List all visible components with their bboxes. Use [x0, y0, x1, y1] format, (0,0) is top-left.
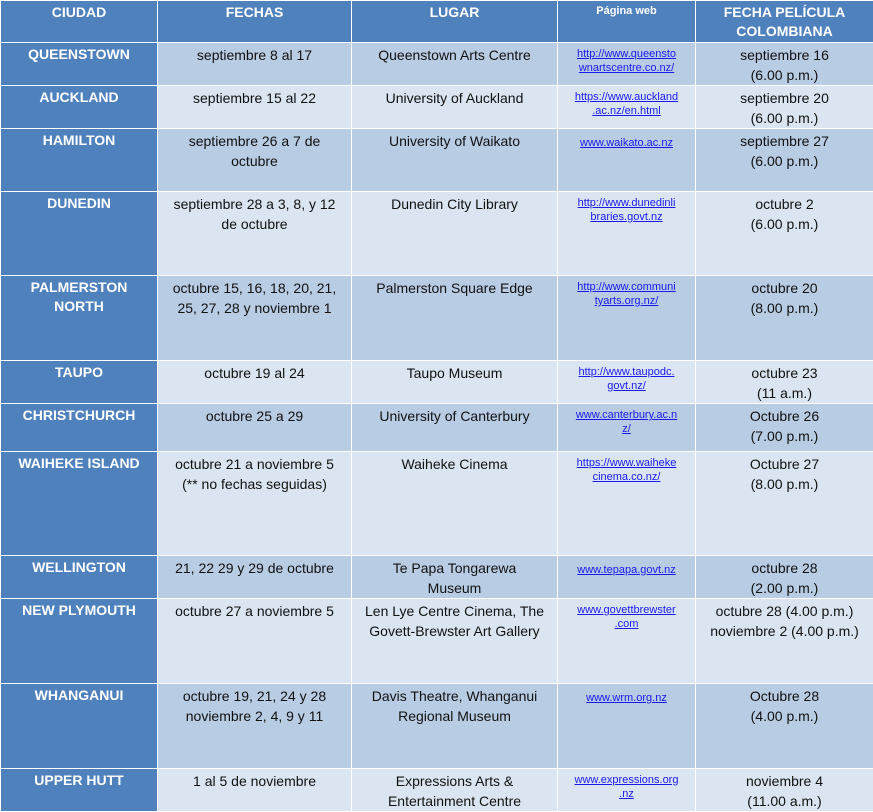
website-link[interactable]	[577, 280, 675, 308]
website-link[interactable]	[576, 408, 677, 436]
line: octubre	[231, 153, 278, 169]
line: octubre 19, 21, 24 y 28	[183, 688, 326, 704]
line: TAUPO	[55, 364, 103, 380]
table-row	[1, 43, 873, 86]
website-cell	[558, 361, 696, 404]
line: UPPER HUTT	[34, 772, 123, 788]
table-row	[1, 86, 873, 129]
city-cell	[1, 599, 158, 684]
film-date-cell	[696, 599, 873, 684]
dates-cell	[158, 361, 352, 404]
city-cell	[1, 361, 158, 404]
line: Govett-Brewster Art Gallery	[369, 623, 539, 639]
line: septiembre 28 a 3, 8, y 12	[174, 196, 336, 212]
dates-cell	[158, 276, 352, 361]
website-link[interactable]	[577, 47, 676, 75]
dates-cell	[158, 43, 352, 86]
line: (6.00 p.m.)	[751, 110, 819, 126]
line: CHRISTCHURCH	[23, 407, 136, 423]
line: octubre 28 (4.00 p.m.)	[716, 603, 854, 619]
line: septiembre 15 al 22	[193, 90, 316, 106]
line[interactable]: .ac.nz/en.html	[592, 105, 660, 117]
table-row	[1, 556, 873, 599]
line[interactable]: http://www.taupodc.	[579, 366, 675, 378]
line: PALMERSTON	[31, 279, 128, 295]
city-cell	[1, 192, 158, 276]
line: Taupo Museum	[407, 365, 503, 381]
dates-cell	[158, 452, 352, 556]
line[interactable]: https://www.auckland	[575, 91, 678, 103]
website-link[interactable]	[580, 136, 673, 150]
dates-cell	[158, 599, 352, 684]
dates-cell	[158, 129, 352, 192]
film-date-cell	[696, 43, 873, 86]
line: septiembre 27	[740, 133, 829, 149]
city-cell	[1, 404, 158, 452]
website-link[interactable]	[577, 456, 677, 484]
line: septiembre 20	[740, 90, 829, 106]
line: WHANGANUI	[35, 687, 124, 703]
website-cell	[558, 192, 696, 276]
website-cell	[558, 452, 696, 556]
table-row	[1, 684, 873, 769]
header-fecha-pelicula-line2: COLOMBIANA	[736, 23, 832, 39]
table-row	[1, 276, 873, 361]
header-row	[1, 1, 873, 43]
line[interactable]: www.expressions.org	[575, 774, 679, 786]
header-lugar: LUGAR	[352, 1, 558, 43]
line: octubre 2	[755, 196, 813, 212]
website-cell	[558, 599, 696, 684]
city-cell	[1, 276, 158, 361]
line: (6.00 p.m.)	[751, 216, 819, 232]
header-fechas: FECHAS	[158, 1, 352, 43]
line: octubre 27 a noviembre 5	[175, 603, 334, 619]
table-row	[1, 599, 873, 684]
line: octubre 28	[751, 560, 817, 576]
line: University of Auckland	[386, 90, 524, 106]
line: noviembre 4	[746, 773, 823, 789]
line[interactable]: .nz	[619, 788, 634, 800]
line: Queenstown Arts Centre	[378, 47, 531, 63]
dates-cell	[158, 684, 352, 769]
website-cell	[558, 404, 696, 452]
city-cell	[1, 452, 158, 556]
place-cell	[352, 129, 558, 192]
line: Museum	[428, 580, 482, 596]
film-date-cell	[696, 86, 873, 129]
place-cell	[352, 769, 558, 812]
line[interactable]: http://www.dunedinli	[578, 197, 676, 209]
line[interactable]: https://www.waiheke	[577, 457, 677, 469]
film-date-cell	[696, 192, 873, 276]
header-fecha-pelicula-line1: FECHA PELÍCULA	[724, 4, 846, 20]
line[interactable]: www.canterbury.ac.n	[576, 409, 677, 421]
line: WELLINGTON	[32, 559, 126, 575]
line: Te Papa Tongarewa	[393, 560, 517, 576]
line: (8.00 p.m.)	[751, 476, 819, 492]
line: (6.00 p.m.)	[751, 153, 819, 169]
place-cell	[352, 684, 558, 769]
line: HAMILTON	[43, 132, 116, 148]
line[interactable]: wnartscentre.co.nz/	[579, 62, 674, 74]
line: octubre 23	[751, 365, 817, 381]
header-ciudad: CIUDAD	[1, 1, 158, 43]
place-cell	[352, 361, 558, 404]
line: (8.00 p.m.)	[751, 300, 819, 316]
film-date-cell	[696, 684, 873, 769]
website-cell	[558, 129, 696, 192]
place-cell	[352, 86, 558, 129]
line: Palmerston Square Edge	[376, 280, 532, 296]
website-cell	[558, 276, 696, 361]
table-row	[1, 452, 873, 556]
line[interactable]: govt.nz/	[607, 380, 646, 392]
dates-cell	[158, 556, 352, 599]
line: 25, 27, 28 y noviembre 1	[177, 300, 331, 316]
line: QUEENSTOWN	[28, 46, 130, 62]
line: AUCKLAND	[39, 89, 118, 105]
line: Expressions Arts &	[396, 773, 514, 789]
place-cell	[352, 192, 558, 276]
line: octubre 20	[751, 280, 817, 296]
place-cell	[352, 556, 558, 599]
film-date-cell	[696, 769, 873, 812]
dates-cell	[158, 86, 352, 129]
line[interactable]: http://www.queensto	[577, 48, 676, 60]
dates-cell	[158, 769, 352, 812]
website-link[interactable]	[586, 691, 667, 705]
line: Dunedin City Library	[391, 196, 518, 212]
website-link[interactable]	[577, 563, 675, 577]
line: (11 a.m.)	[757, 385, 812, 401]
line: 1 al 5 de noviembre	[193, 773, 316, 789]
line: NORTH	[54, 298, 104, 314]
website-cell	[558, 43, 696, 86]
line: DUNEDIN	[47, 195, 111, 211]
table-row	[1, 404, 873, 452]
line: Davis Theatre, Whanganui	[372, 688, 538, 704]
website-link[interactable]	[578, 196, 676, 224]
line: NEW PLYMOUTH	[22, 602, 136, 618]
line: Waiheke Cinema	[401, 456, 507, 472]
line[interactable]: http://www.communi	[577, 281, 675, 293]
line[interactable]: cinema.co.nz/	[593, 471, 661, 483]
city-cell	[1, 129, 158, 192]
website-link[interactable]	[579, 365, 675, 393]
line: (4.00 p.m.)	[751, 708, 819, 724]
line[interactable]: braries.govt.nz	[590, 211, 662, 223]
line[interactable]: www.tepapa.govt.nz	[577, 564, 675, 576]
film-date-cell	[696, 556, 873, 599]
website-cell	[558, 86, 696, 129]
line[interactable]: www.govettbrewster	[577, 604, 675, 616]
line[interactable]: www.wrm.org.nz	[586, 692, 667, 704]
line: 21, 22 29 y 29 de octubre	[175, 560, 334, 576]
place-cell	[352, 452, 558, 556]
website-cell	[558, 684, 696, 769]
website-link[interactable]	[575, 773, 679, 801]
line: Regional Museum	[398, 708, 511, 724]
website-cell	[558, 556, 696, 599]
line: (7.00 p.m.)	[751, 428, 819, 444]
film-date-cell	[696, 361, 873, 404]
line: noviembre 2 (4.00 p.m.)	[710, 623, 859, 639]
table-row	[1, 129, 873, 192]
line: University of Waikato	[389, 133, 520, 149]
city-cell	[1, 684, 158, 769]
line: septiembre 16	[740, 47, 829, 63]
film-date-cell	[696, 129, 873, 192]
place-cell	[352, 599, 558, 684]
website-link[interactable]	[577, 603, 675, 631]
city-cell	[1, 556, 158, 599]
header-fecha-pelicula	[696, 1, 873, 43]
film-date-cell	[696, 404, 873, 452]
line: (6.00 p.m.)	[751, 67, 819, 83]
place-cell	[352, 276, 558, 361]
city-cell	[1, 86, 158, 129]
line: Len Lye Centre Cinema, The	[365, 603, 544, 619]
table-row	[1, 361, 873, 404]
place-cell	[352, 43, 558, 86]
line: octubre 15, 16, 18, 20, 21,	[173, 280, 336, 296]
line[interactable]: tyarts.org.nz/	[595, 295, 659, 307]
line: octubre 21 a noviembre 5	[175, 456, 334, 472]
website-link[interactable]	[575, 90, 678, 118]
line: University of Canterbury	[379, 408, 529, 424]
website-cell	[558, 769, 696, 812]
line: de octubre	[221, 216, 287, 232]
header-pagina-web: Página web	[558, 1, 696, 43]
line: WAIHEKE ISLAND	[18, 455, 139, 471]
film-date-cell	[696, 276, 873, 361]
line[interactable]: .com	[615, 618, 639, 630]
line[interactable]: z/	[622, 423, 631, 435]
line: noviembre 2, 4, 9 y 11	[186, 708, 323, 724]
line: Octubre 26	[750, 408, 819, 424]
line: Octubre 28	[750, 688, 819, 704]
table-row	[1, 769, 873, 812]
city-cell	[1, 43, 158, 86]
table-row	[1, 192, 873, 276]
line: octubre 19 al 24	[204, 365, 304, 381]
dates-cell	[158, 192, 352, 276]
line: (2.00 p.m.)	[751, 580, 819, 596]
film-date-cell	[696, 452, 873, 556]
dates-cell	[158, 404, 352, 452]
line: septiembre 8 al 17	[197, 47, 312, 63]
line: septiembre 26 a 7 de	[189, 133, 321, 149]
city-cell	[1, 769, 158, 812]
place-cell	[352, 404, 558, 452]
line[interactable]: www.waikato.ac.nz	[580, 137, 673, 149]
line: Octubre 27	[750, 456, 819, 472]
line: (11.00 a.m.)	[747, 793, 821, 809]
line: Entertainment Centre	[388, 793, 521, 809]
line: (** no fechas seguidas)	[182, 476, 327, 492]
line: octubre 25 a 29	[206, 408, 303, 424]
